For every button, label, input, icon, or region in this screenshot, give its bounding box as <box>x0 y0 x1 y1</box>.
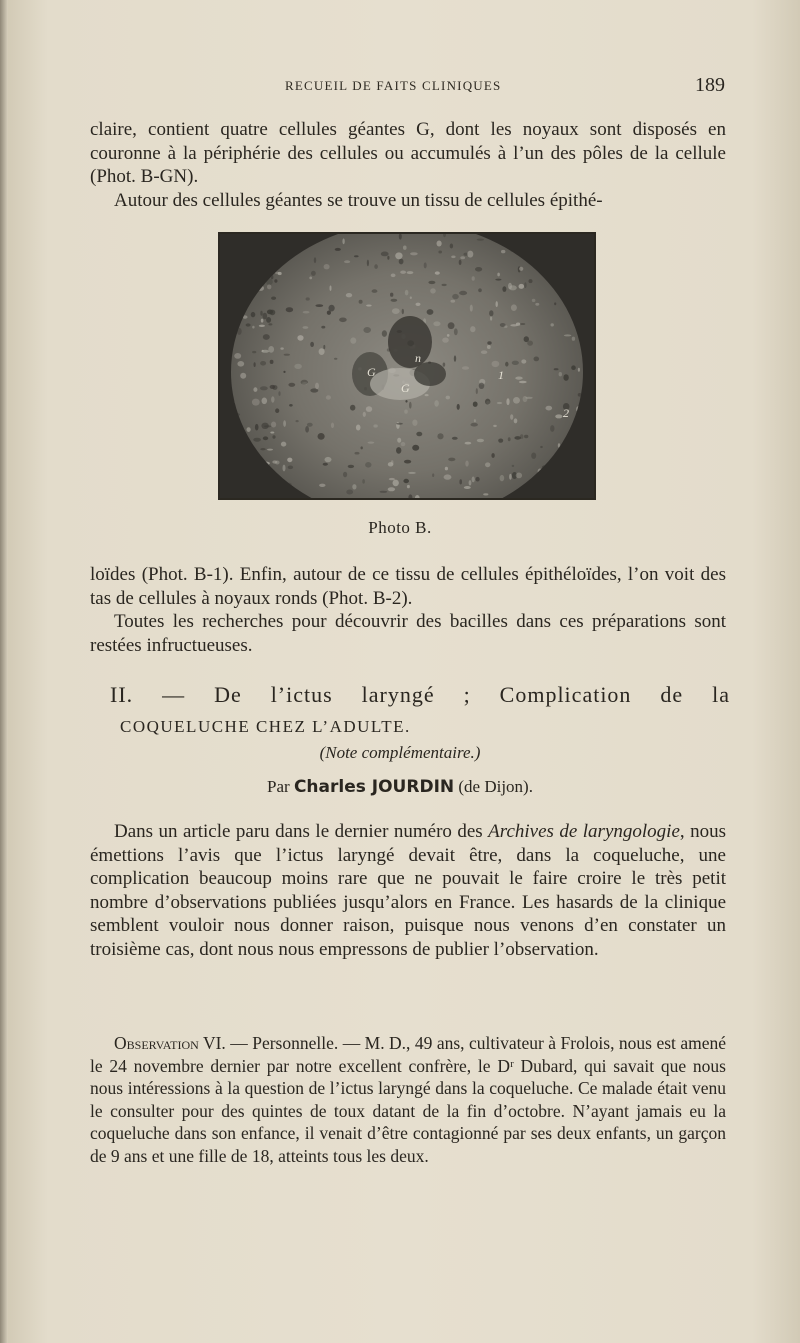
paragraph-giant-cells: claire, contient quatre cellules géantes G, dont les noyaux sont disposés en couronne à la périphérie des cellules ou accumulés à l’un des pôles de la cellule (Phot. B-GN). <box>90 119 726 187</box>
label-2: 2 <box>563 406 569 420</box>
section-title-continuation: COQUELUCHE CHEZ L’ADULTE. <box>120 717 411 736</box>
observation-label: Observation VI. <box>114 1033 226 1053</box>
page-header <box>0 74 800 98</box>
page-number: 189 <box>695 74 725 96</box>
label-1: 1 <box>498 368 504 382</box>
paragraph-observation <box>90 1032 726 1168</box>
intro-text-a: Dans un article paru dans le dernier numéro des <box>114 821 489 842</box>
running-title: RECUEIL DE FAITS CLINIQUES <box>285 78 502 93</box>
page-edge <box>0 0 8 1343</box>
label-g2: G <box>401 381 410 395</box>
micrograph-photo-b <box>218 232 596 500</box>
section-note: (Note complémentaire.) <box>319 743 481 762</box>
intro-text-b: , nous émettions l’avis que l’ictus laryngé devait être, dans la coqueluche, une complication beaucoup moins rare que ne pouvait le faire croire le très petit nombre d’observations publiées jusqu’alors en France. Les hasards de la clinique semblent vouloir nous donner raison, puisque nous venons d’en constater un troisième cas, dont nous nous empressons de publier l’observation. <box>90 821 726 960</box>
label-n: n <box>415 351 421 365</box>
paragraph-introduction <box>90 820 726 961</box>
paragraph-surrounding-tissue: Autour des cellules géantes se trouve un tissu de cellules épithé- <box>114 190 603 211</box>
figure-caption: Photo B. <box>368 518 432 537</box>
byline <box>0 777 800 797</box>
micrograph-image <box>220 234 594 498</box>
byline-suffix: (de Dijon). <box>454 777 533 796</box>
byline-prefix: Par <box>267 777 294 796</box>
observation-text: — Personnelle. — M. D., 49 ans, cultivateur à Frolois, nous est amené le 24 novembre dernier par notre excellent confrère, le Dʳ Dubard, qui savait que nous nous intéressions à la question de l’ictus laryngé dans la coqueluche. Ce malade était venu le consulter pour des quintes de toux datant de la fin d’octobre. N’ayant jamais eu la coqueluche dans son enfance, il venait d’être contagionné par ses deux enfants, un garçon de 9 ans et une fille de 18, atteints tous les deux. <box>90 1033 727 1166</box>
journal-title: Archives de laryngologie <box>488 821 680 842</box>
author-name: Charles JOURDIN <box>293 777 455 797</box>
paragraph-epitheloid: loïdes (Phot. B-1). Enfin, autour de ce tissu de cellules épithéloïdes, l’on voit des tas de cellules à noyaux ronds (Phot. B-2). <box>90 564 726 609</box>
label-g1: G <box>367 365 376 379</box>
section-title: II. — De l’ictus laryngé ; Complication de la <box>110 682 730 707</box>
paragraph-bacilli-search: Toutes les recherches pour découvrir des bacilles dans ces préparations sont restées infructueuses. <box>90 611 726 656</box>
